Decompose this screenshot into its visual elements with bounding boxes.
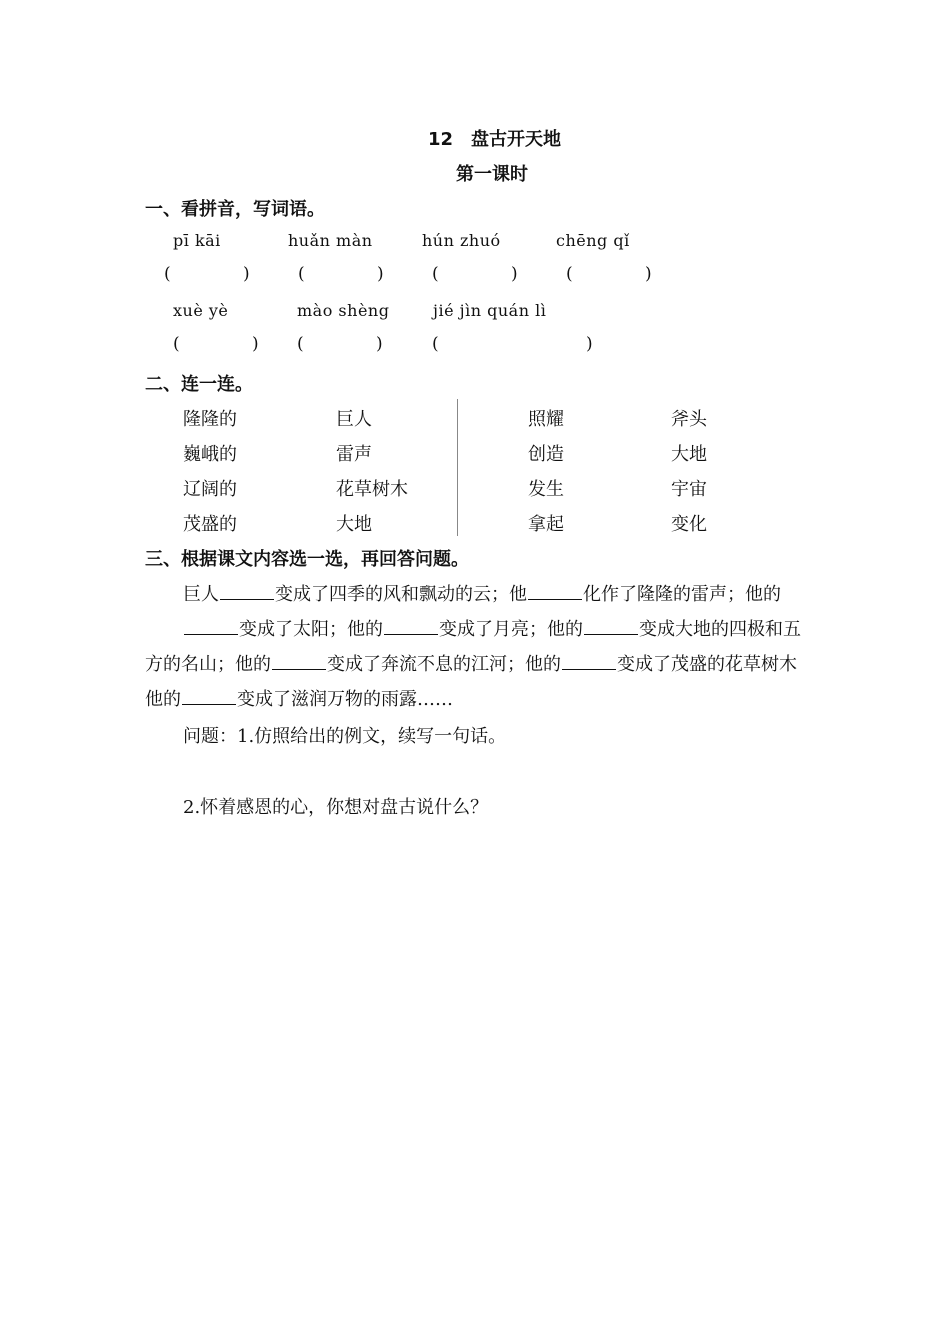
pinyin-7: jié jìn quán lì xyxy=(433,301,547,320)
answer-blank-2-close: ) xyxy=(377,264,384,284)
pinyin-5: xuè yè xyxy=(173,301,229,320)
page-subtitle: 第一课时 xyxy=(456,164,528,185)
answer-blank-1-close: ) xyxy=(243,264,250,284)
question-2: 2.怀着感恩的心，你想对盘古说什么？ xyxy=(183,797,489,818)
match-right-a2: 创造 xyxy=(528,444,564,465)
passage-line-2 xyxy=(183,615,801,641)
pinyin-1: pī kāi xyxy=(173,231,221,250)
page-title: 12 盘古开天地 xyxy=(428,129,562,150)
match-right-a3: 发生 xyxy=(528,479,564,500)
passage-text: 变成大地的四极和五 xyxy=(639,619,801,640)
question-1: 问题：1.仿照给出的例文，续写一句话。 xyxy=(183,726,507,747)
match-left-a3: 辽阔的 xyxy=(183,479,237,500)
answer-blank-2-open: ( xyxy=(298,264,305,284)
answer-blank-4-open: ( xyxy=(566,264,573,284)
passage-line-3 xyxy=(145,650,797,676)
match-right-b1: 斧头 xyxy=(671,409,707,430)
pinyin-2: huǎn màn xyxy=(288,231,373,250)
fill-blank xyxy=(220,581,274,600)
answer-blank-6-close: ) xyxy=(376,334,383,354)
fill-blank xyxy=(584,616,638,635)
passage-text: 变成了茂盛的花草树木 xyxy=(617,654,797,675)
fill-blank xyxy=(184,616,238,635)
passage-text: 变成了四季的风和飘动的云；他 xyxy=(275,584,527,605)
fill-blank xyxy=(562,651,616,670)
answer-blank-4-close: ) xyxy=(645,264,652,284)
pinyin-4: chēng qǐ xyxy=(556,231,630,250)
fill-blank xyxy=(384,616,438,635)
pinyin-3: hún zhuó xyxy=(422,231,501,250)
match-left-b1: 巨人 xyxy=(336,409,372,430)
section2-heading: 二、连一连。 xyxy=(145,374,253,395)
passage-text: 方的名山；他的 xyxy=(145,654,271,675)
passage-line-4 xyxy=(145,685,453,711)
match-right-b2: 大地 xyxy=(671,444,707,465)
match-left-b3: 花草树木 xyxy=(336,479,408,500)
match-right-b3: 宇宙 xyxy=(671,479,707,500)
match-left-b4: 大地 xyxy=(336,514,372,535)
match-right-b4: 变化 xyxy=(671,514,707,535)
passage-text: 巨人 xyxy=(183,584,219,605)
passage-text: 变成了月亮；他的 xyxy=(439,619,583,640)
passage-text: 他的 xyxy=(145,689,181,710)
answer-blank-5-open: ( xyxy=(173,334,180,354)
fill-blank xyxy=(528,581,582,600)
passage-text: 变成了太阳；他的 xyxy=(239,619,383,640)
passage-line-1 xyxy=(183,580,781,606)
match-right-a1: 照耀 xyxy=(528,409,564,430)
passage-text: 变成了滋润万物的雨露…… xyxy=(237,689,453,710)
answer-blank-3-open: ( xyxy=(432,264,439,284)
match-left-b2: 雷声 xyxy=(336,444,372,465)
match-left-a1: 隆隆的 xyxy=(183,409,237,430)
section1-heading: 一、看拼音，写词语。 xyxy=(145,199,325,220)
fill-blank xyxy=(182,686,236,705)
section3-heading: 三、根据课文内容选一选，再回答问题。 xyxy=(145,549,469,570)
column-divider xyxy=(457,399,458,536)
match-right-a4: 拿起 xyxy=(528,514,564,535)
fill-blank xyxy=(272,651,326,670)
answer-blank-3-close: ) xyxy=(511,264,518,284)
pinyin-6: mào shèng xyxy=(297,301,390,320)
match-left-a2: 巍峨的 xyxy=(183,444,237,465)
answer-blank-7-open: ( xyxy=(432,334,439,354)
passage-text: 化作了隆隆的雷声；他的 xyxy=(583,584,781,605)
passage-text: 变成了奔流不息的江河；他的 xyxy=(327,654,561,675)
match-left-a4: 茂盛的 xyxy=(183,514,237,535)
answer-blank-6-open: ( xyxy=(297,334,304,354)
answer-blank-7-close: ) xyxy=(586,334,593,354)
answer-blank-1-open: ( xyxy=(164,264,171,284)
answer-blank-5-close: ) xyxy=(252,334,259,354)
